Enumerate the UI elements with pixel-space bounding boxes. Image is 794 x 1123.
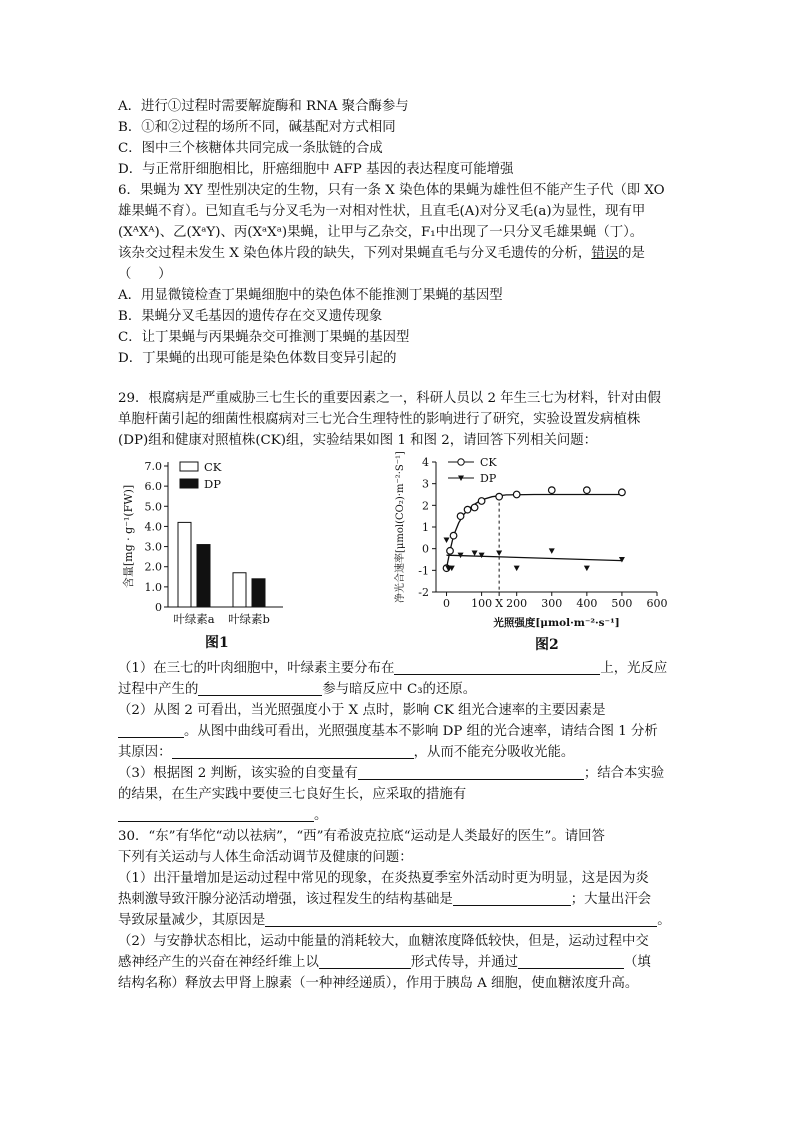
figure-1-bar-chart <box>118 452 293 632</box>
answer-blank[interactable] <box>265 911 657 927</box>
y-tick-label: 5.0 <box>144 500 162 514</box>
q29-sub1-text-a: （1）在三七的叶肉细胞中，叶绿素主要分布在 <box>118 661 395 676</box>
q29-sub1-text-b: 上，光反应 <box>600 661 668 676</box>
legend-label-dp: DP <box>480 472 497 485</box>
x-tick-label: 0 <box>443 597 451 610</box>
x-category-label: 叶绿素b <box>228 612 270 626</box>
y-tick-label: 2.0 <box>144 560 162 574</box>
q30-sub2-text-a: 感神经产生的兴奋在神经纤维上以 <box>118 955 319 970</box>
legend-marker-ck <box>458 459 464 465</box>
q29-sub1-text-c: 过程中产生的 <box>118 682 199 697</box>
data-point-ck <box>478 498 485 505</box>
q30-sub2-text-c: （填 <box>623 955 651 970</box>
q29-sub2-text-c: 其原因： <box>118 745 172 760</box>
q29-sub3-text-a: （3）根据图 2 判断，该实验的自变量有 <box>118 766 358 781</box>
q30-intro-line1: 30．“东”有华佗“动以祛病”，“西”有希波克拉底“运动是人类最好的医生”。请回答 <box>118 829 605 844</box>
q6-stem-line1: 6．果蝇为 XY 型性别决定的生物，只有一条 X 染色体的果蝇为雄性但不能产生子代（即 XO <box>118 183 665 198</box>
q30-sub2-line2 <box>118 953 651 973</box>
q30-sub2-line3: 结构名称）释放去甲肾上腺素（一种神经递质），作用于胰岛 A 细胞，使血糖浓度升高。 <box>118 976 639 991</box>
q29-sub3-line1 <box>118 764 664 784</box>
q5-option-b: B．①和②过程的场所不同，碱基配对方式相同 <box>118 120 396 135</box>
q29-sub1-text-d: 参与暗反应中 C₃的还原。 <box>322 682 477 697</box>
data-point-ck <box>464 506 471 513</box>
data-point-ck <box>450 532 457 539</box>
y-axis-label: 净光合速率[μmol(CO₂)·m⁻²·S⁻¹] <box>395 451 406 603</box>
q29-sub2-line1: （2）从图 2 可看出，当光照强度小于 X 点时，影响 CK 组光合速率的主要因素是 <box>118 703 606 718</box>
q30-sub1-line1: （1）出汗量增加是运动过程中常见的现象，在炎热夏季室外活动时更为明显，这是因为炎 <box>118 871 649 886</box>
q30-sub1-line2 <box>118 890 651 910</box>
answer-blank[interactable] <box>518 953 624 969</box>
answer-blank[interactable] <box>319 953 411 969</box>
y-tick-label: 4.0 <box>144 520 162 534</box>
data-point-dp <box>479 553 485 559</box>
data-point-ck <box>584 487 591 494</box>
q30-sub1-text-b: ；大量出汗会 <box>570 892 652 907</box>
y-tick-label: 6.0 <box>144 480 162 494</box>
q5-option-a: A．进行①过程时需要解旋酶和 RNA 聚合酶参与 <box>118 99 409 114</box>
q6-answer-bracket: （ ） <box>118 267 172 282</box>
data-point-ck <box>513 491 520 498</box>
legend-label-dp: DP <box>204 477 221 491</box>
x-tick-label: 300 <box>541 597 563 610</box>
q29-sub3-line2: 的结果，在生产实践中要使三七良好生长，应采取的措施有 <box>118 787 467 802</box>
y-tick-label: -2 <box>418 586 429 599</box>
q6-stem-line3: (XᴬXᴬ)、乙(XᵃY)、丙(XᵃXᵃ)果蝇，让甲与乙杂交，F₁中出现了一只分叉毛雄果蝇（丁）。 <box>118 225 644 240</box>
y-tick-label: 3.0 <box>144 540 162 554</box>
q29-sub1-line1 <box>118 659 667 679</box>
q6-stem-line4 <box>118 244 645 264</box>
legend-swatch-ck <box>180 462 198 471</box>
y-tick-label: 0 <box>155 601 162 614</box>
answer-blank[interactable] <box>394 659 600 675</box>
data-point-dp <box>444 538 450 544</box>
q30-intro-line2: 下列有关运动与人体生命活动调节及健康的问题： <box>118 850 413 865</box>
data-point-ck <box>447 548 454 555</box>
data-point-dp <box>584 566 590 572</box>
q29-sub3-text-b: ；结合本实验 <box>583 766 665 781</box>
x-axis-label: 光照强度[μmol·m⁻²·s⁻¹] <box>493 617 620 629</box>
q29-intro-line2: 单胞杆菌引起的细菌性根腐病对三七光合生理特性的影响进行了研究，实验设置发病植株 <box>118 412 641 427</box>
bar-dp-a <box>197 545 210 607</box>
y-tick-label: 1 <box>422 521 429 534</box>
q29-sub3-line3 <box>118 806 327 826</box>
q6-option-a: A．用显微镜检查丁果蝇细胞中的染色体不能推测丁果蝇的基因型 <box>118 288 503 303</box>
legend-label-ck: CK <box>480 456 497 469</box>
q30-sub1-text-d: 。 <box>657 913 671 928</box>
data-point-dp <box>496 551 502 557</box>
x-tick-label: 600 <box>646 597 668 610</box>
bar-ck-b <box>233 573 246 607</box>
q29-sub2-text-d: ，从而不能充分吸收光能。 <box>413 745 575 760</box>
x-tick-label: X <box>495 597 504 610</box>
x-tick-label: 100 <box>471 597 493 610</box>
q30-sub2-text-b: 形式传导，并通过 <box>410 955 518 970</box>
data-point-ck <box>471 504 478 511</box>
q29-intro-line1: 29．根腐病是严重威胁三七生长的重要因素之一，科研人员以 2 年生三七为材料，针对由假 <box>118 391 661 406</box>
q6-emphasis-wrong: 错误 <box>591 246 619 261</box>
x-tick-label: 400 <box>576 597 598 610</box>
answer-blank[interactable] <box>198 680 322 696</box>
data-point-dp <box>472 551 478 557</box>
q6-stem-line2: 雄果蝇不育）。已知直毛与分叉毛为一对相对性状，且直毛(A)对分叉毛(a)为显性，现有甲 <box>118 204 646 219</box>
answer-blank[interactable] <box>118 806 314 822</box>
q6-option-c: C．让丁果蝇与丙果蝇杂交可推测丁果蝇的基因型 <box>118 330 410 345</box>
answer-blank[interactable] <box>453 890 571 906</box>
figure-1-caption: 图1 <box>205 635 229 651</box>
q6-stem-line4-a: 该杂交过程未发生 X 染色体片段的缺失，下列对果蝇直毛与分叉毛遗传的分析， <box>118 246 592 261</box>
q29-intro-line3: (DP)组和健康对照植株(CK)组，实验结果如图 1 和图 2，请回答下列相关问题： <box>118 433 598 448</box>
data-point-dp <box>549 548 555 554</box>
q5-option-c: C．图中三个核糖体共同完成一条肽链的合成 <box>118 141 383 156</box>
y-tick-label: 2 <box>422 499 429 513</box>
data-point-dp <box>514 566 520 572</box>
legend-label-ck: CK <box>204 460 222 474</box>
figure-2-caption: 图2 <box>535 637 559 653</box>
q6-option-d: D．丁果蝇的出现可能是染色体数目变异引起的 <box>118 351 397 366</box>
data-point-ck <box>457 513 464 520</box>
y-tick-label: 7.0 <box>144 460 162 473</box>
q30-sub2-line1: （2）与安静状态相比，运动中能量的消耗较大，血糖浓度降低较快，但是，运动过程中交 <box>118 934 649 949</box>
q29-sub2-line2 <box>118 722 658 742</box>
x-tick-label: 500 <box>611 597 633 610</box>
y-tick-label: 0 <box>422 542 429 556</box>
y-axis-label: 含量[mg · g⁻¹(FW)] <box>122 484 135 589</box>
y-tick-label: -1 <box>418 564 429 578</box>
data-point-ck <box>496 493 503 500</box>
y-tick-label: 1.0 <box>144 580 162 594</box>
series-line-dp <box>447 555 622 560</box>
q6-stem-line4-b: 的是 <box>618 246 645 261</box>
q29-sub2-text-b: 。从图中曲线可看出，光照强度基本不影响 DP 组的光合速率，请结合图 1 分析 <box>184 724 658 739</box>
data-point-ck <box>548 487 555 494</box>
y-tick-label: 3 <box>422 477 429 491</box>
q30-sub1-text-c: 导致尿量减少，其原因是 <box>118 913 266 928</box>
answer-blank[interactable] <box>118 722 184 738</box>
q6-option-b: B．果蝇分叉毛基因的遗传存在交叉遗传现象 <box>118 309 383 324</box>
legend-swatch-dp <box>180 479 198 488</box>
bar-ck-a <box>178 522 191 607</box>
y-tick-label: 4 <box>422 456 429 469</box>
x-category-label: 叶绿素a <box>173 612 215 626</box>
q29-sub1-line2 <box>118 680 476 700</box>
q30-sub1-text-a: 热刺激导致汗腺分泌活动增强，该过程发生的结构基础是 <box>118 892 453 907</box>
figure-2-line-chart <box>392 450 677 638</box>
q29-sub3-text-d: 。 <box>314 808 328 823</box>
x-tick-label: 200 <box>506 597 528 610</box>
q29-sub2-line3 <box>118 743 574 763</box>
data-point-dp <box>619 557 625 563</box>
q5-option-d: D．与正常肝细胞相比，肝癌细胞中 AFP 基因的表达程度可能增强 <box>118 162 514 177</box>
q30-sub1-line3 <box>118 911 671 931</box>
bar-dp-b <box>252 579 265 607</box>
answer-blank[interactable] <box>172 743 414 759</box>
answer-blank[interactable] <box>358 764 584 780</box>
data-point-ck <box>619 489 626 496</box>
